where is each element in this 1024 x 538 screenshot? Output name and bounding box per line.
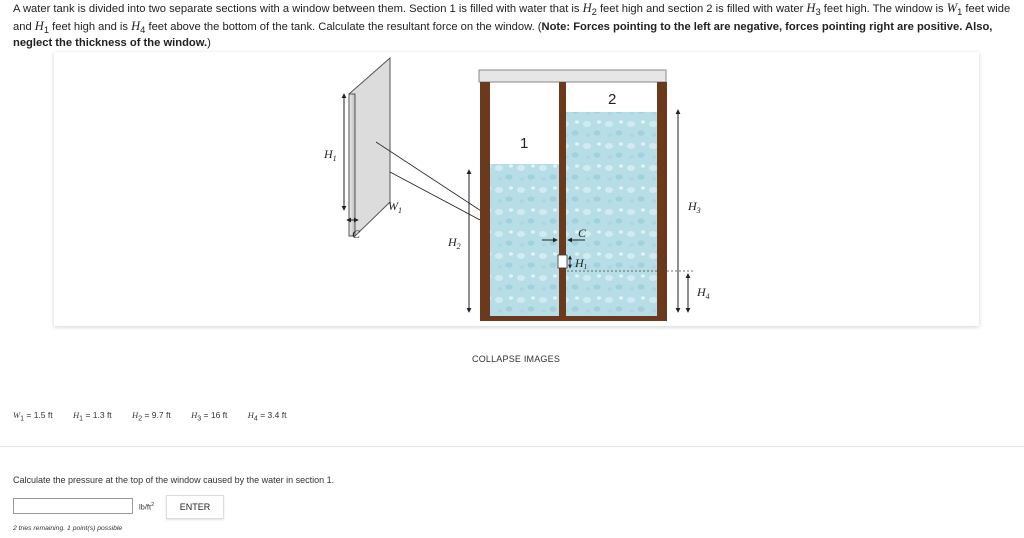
label-c-window: C xyxy=(578,226,587,240)
variable-h1: $H_1 = 1.3$ ft xyxy=(73,410,112,423)
water-tank xyxy=(479,70,667,321)
window-detail xyxy=(323,58,402,241)
variable-w1: $W_1 = 1.5$ ft xyxy=(13,410,53,423)
collapse-images-link[interactable]: COLLAPSE IMAGES xyxy=(472,354,561,364)
figure-panel xyxy=(54,52,979,326)
answer-input[interactable] xyxy=(13,498,133,514)
tank-bottom xyxy=(480,316,667,321)
tank-left-wall xyxy=(480,82,490,321)
problem-statement: A water tank is divided into two separate sections with a window between them. Section 1 is filled with water that is $H_2$ feet high and section 2 is filled with water $H_3$ feet high. The window is $W_1$ feet wide and $H_1$ feet high and is $H_4$ feet above the bottom of the tank. Calculate the resultant force on the window. (Note: Forces pointing to the left are negative, forces pointing right are positive. Also, neglect the thickness of the window.) xyxy=(13,1,1011,50)
label-h2: $H_2$ xyxy=(448,235,461,251)
tank-lid xyxy=(479,70,666,82)
variable-h3: $H_3 = 16$ ft xyxy=(191,410,228,423)
enter-button[interactable]: ENTER xyxy=(166,495,224,519)
variable-list xyxy=(13,410,304,423)
label-c: C xyxy=(352,227,361,241)
tank-right-wall xyxy=(657,82,667,321)
section-divider xyxy=(0,446,1024,447)
question-text: Calculate the pressure at the top of the window caused by the water in section 1. xyxy=(13,475,335,485)
label-w1: $W_1$ xyxy=(388,199,402,215)
section2-label: 2 xyxy=(608,91,617,108)
tank-divider xyxy=(559,82,566,316)
variable-h2: $H_2 = 9.7$ ft xyxy=(132,410,171,423)
label-h3: $H_3$ xyxy=(688,199,701,215)
window-in-divider xyxy=(558,255,567,268)
variable-h4: $H_4 = 3.4$ ft xyxy=(247,410,287,423)
label-h1-window: H1 xyxy=(575,256,588,271)
tries-remaining: 2 tries remaining. 1 point(s) possible xyxy=(13,525,123,532)
label-h4: $H_4$ xyxy=(697,285,710,301)
section2-water xyxy=(565,112,657,316)
section1-label: 1 xyxy=(520,135,529,152)
window-pane-face xyxy=(349,94,355,236)
label-h1: $H_1$ xyxy=(324,147,337,163)
tank-diagram xyxy=(54,52,979,326)
answer-units: $lb/ft^2$ xyxy=(139,502,155,512)
